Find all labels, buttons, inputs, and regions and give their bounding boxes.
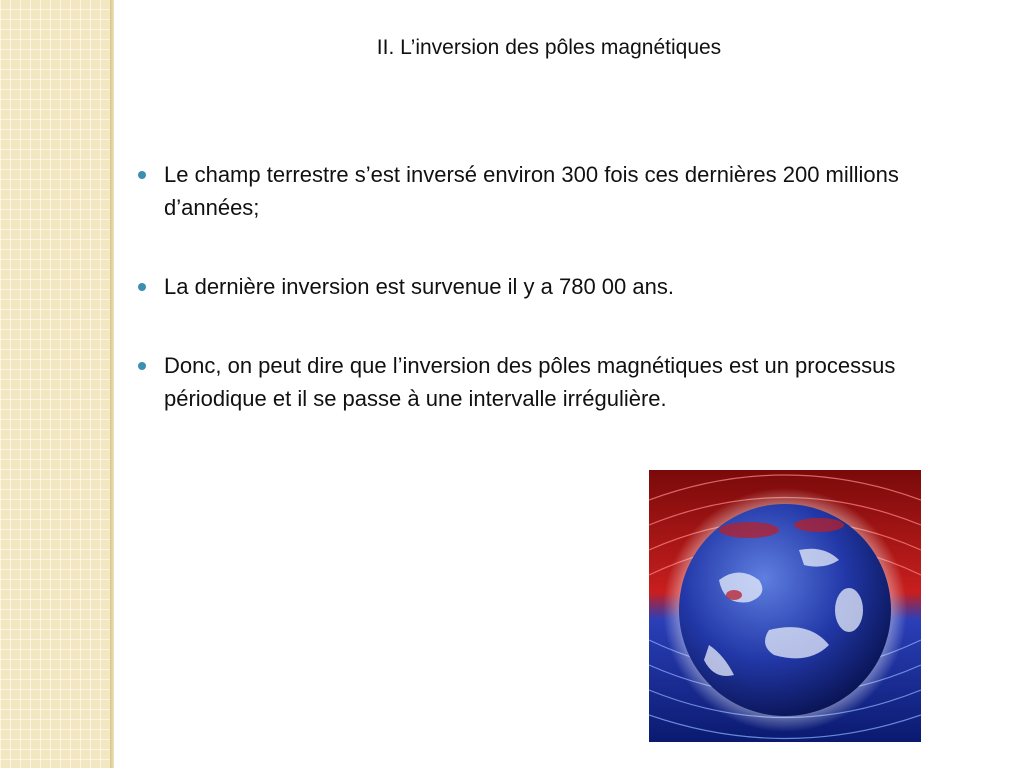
bullet-item bbox=[138, 349, 908, 415]
bullet-text: Le champ terrestre s’est inversé environ 300 fois ces dernières 200 millions d’années; bbox=[164, 162, 899, 220]
side-strip-edge bbox=[110, 0, 114, 768]
bullet-item bbox=[138, 158, 908, 224]
bullet-list bbox=[138, 158, 908, 461]
decorative-side-strip bbox=[0, 0, 110, 768]
bullet-dot-icon bbox=[138, 171, 146, 179]
bullet-item bbox=[138, 270, 908, 303]
bullet-dot-icon bbox=[138, 283, 146, 291]
bullet-text: Donc, on peut dire que l’inversion des pôles magnétiques est un processus périodique et il se passe à une intervalle irrégulière. bbox=[164, 353, 896, 411]
bullet-text: La dernière inversion est survenue il y a 780 00 ans. bbox=[164, 274, 674, 299]
bullet-dot-icon bbox=[138, 362, 146, 370]
slide-title: II. L’inversion des pôles magnétiques bbox=[376, 36, 722, 59]
earth-magnetic-field-icon bbox=[649, 470, 921, 742]
